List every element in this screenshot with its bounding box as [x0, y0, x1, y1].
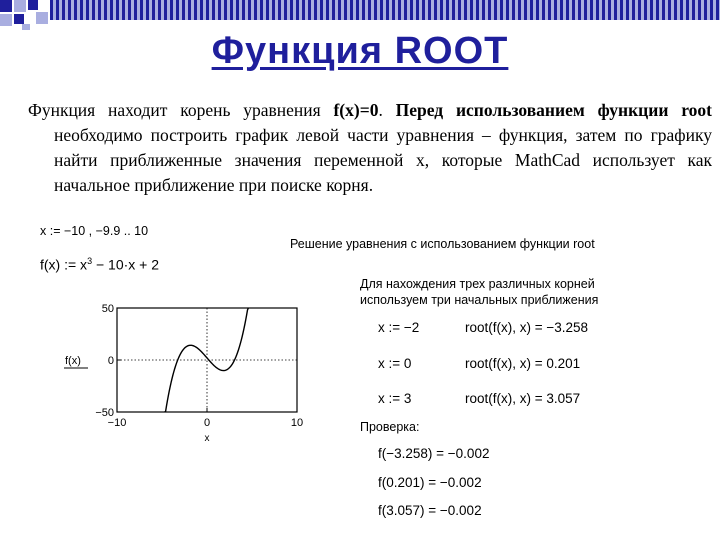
- corner-square: [14, 14, 24, 24]
- corner-square: [28, 0, 38, 10]
- description-paragraph: [28, 98, 712, 198]
- y-tick-label: −50: [95, 407, 114, 419]
- para-text-1: Функция находит корень уравнения: [28, 100, 334, 120]
- note-line-2: используем три начальных приближения: [360, 293, 599, 307]
- x-tick-label: −10: [107, 417, 127, 429]
- guess-result-3: root(f(x), x) = 3.057: [465, 391, 581, 406]
- x-tick-label: 10: [290, 417, 304, 429]
- note-line-1: Для нахождения трех различных корней: [360, 277, 595, 291]
- corner-decoration: [0, 0, 720, 30]
- check-line-2: f(0.201) = −0.002: [378, 475, 482, 490]
- range-definition: x := −10 , −9.9 .. 10: [40, 224, 149, 238]
- x-axis-label: x: [204, 433, 210, 444]
- check-label: Проверка:: [360, 420, 420, 434]
- check-line-1: f(−3.258) = −0.002: [378, 446, 490, 461]
- page-title: Функция ROOT: [211, 30, 509, 72]
- guess-result-2: root(f(x), x) = 0.201: [465, 356, 581, 371]
- series-f-line: [165, 308, 249, 412]
- function-definition: [40, 256, 159, 273]
- y-axis-label: f(x): [65, 355, 81, 367]
- y-tick-label: 0: [107, 355, 114, 367]
- stripe-bar: [50, 0, 720, 20]
- function-definition-right: − 10·x + 2: [92, 256, 160, 273]
- guess-assign-3: x := 3: [378, 391, 412, 406]
- function-exponent: 3: [87, 256, 93, 266]
- check-line-3: f(3.057) = −0.002: [378, 503, 482, 518]
- guess-assign-1: x := −2: [378, 320, 420, 335]
- guess-result-1: root(f(x), x) = −3.258: [465, 320, 589, 335]
- x-tick-label: 0: [203, 417, 211, 429]
- para-bold-phrase: Перед использованием функции root: [395, 100, 712, 120]
- para-text-2: .: [378, 100, 396, 120]
- para-text-3: необходимо построить график левой части уравнения – функция, затем по графику найти приближенные значения переменной x, которые MathCad использует как начальное приближение при поиске корня.: [54, 125, 712, 195]
- guess-assign-2: x := 0: [378, 356, 412, 371]
- function-definition-left: f(x) := x: [40, 256, 88, 273]
- corner-square: [36, 12, 48, 24]
- y-tick-label: 50: [101, 303, 114, 315]
- solution-heading: Решение уравнения с использованием функции root: [290, 237, 595, 251]
- corner-square: [14, 0, 26, 12]
- function-plot: [60, 296, 320, 456]
- corner-square: [0, 14, 12, 26]
- corner-square: [0, 0, 12, 12]
- para-bold-equation: f(x)=0: [333, 100, 379, 120]
